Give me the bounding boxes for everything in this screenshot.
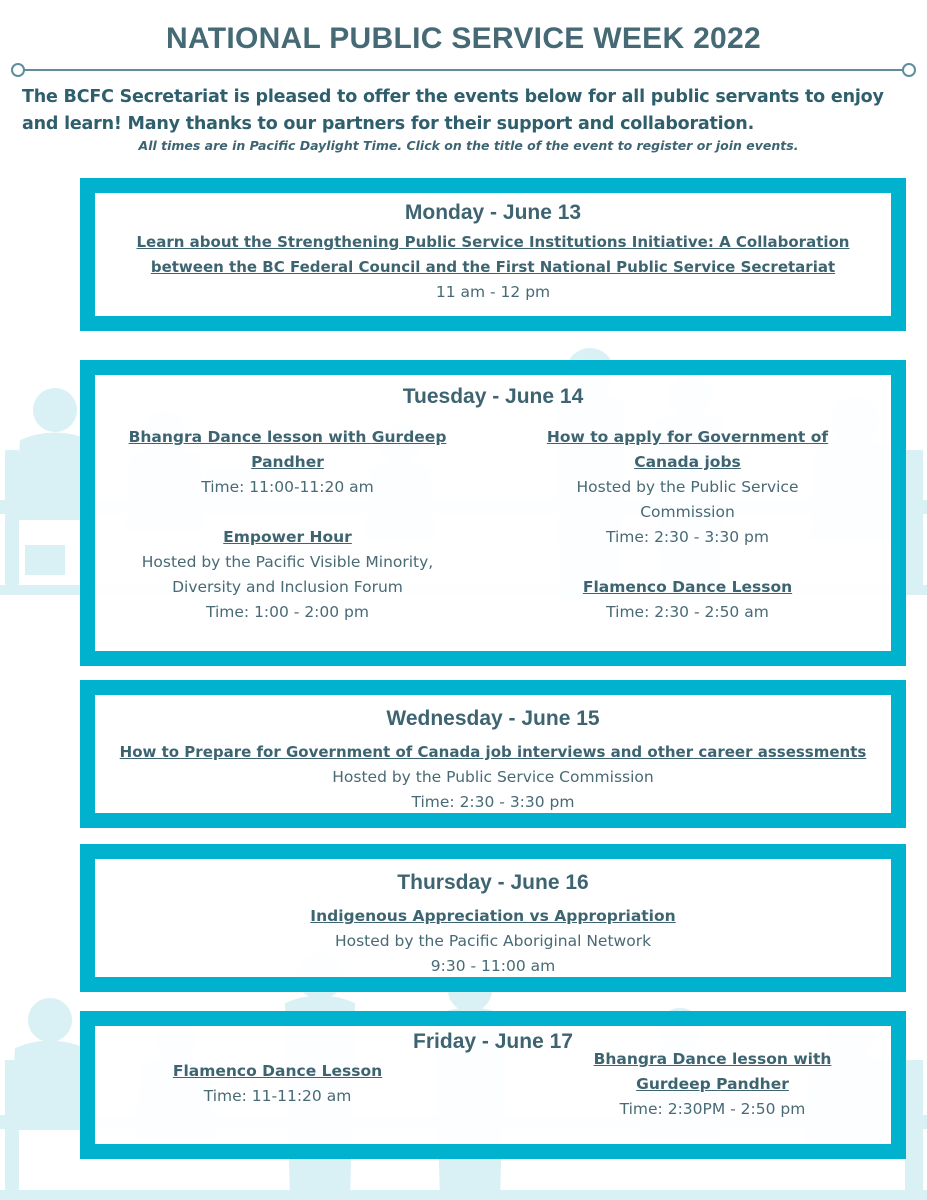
tuesday-section (80, 360, 906, 666)
thursday-event-link[interactable]: Indigenous Appreciation vs Appropriation (310, 907, 676, 925)
tuesday-flamenco-time: Time: 2:30 - 2:50 am (606, 603, 769, 621)
tuesday-empower-time: Time: 1:00 - 2:00 pm (205, 603, 369, 621)
title-divider (10, 60, 917, 80)
monday-event-link-line2[interactable]: between the BC Federal Council and the First National Public Service Secretariat (150, 258, 836, 276)
tuesday-bhangra-time: Time: 11:00-11:20 am (201, 478, 374, 496)
monday-event-link-line1[interactable]: Learn about the Strengthening Public Service Institutions Initiative: A Collaboration (136, 233, 850, 251)
thursday-section (80, 844, 906, 992)
tuesday-title: Tuesday - June 14 (402, 385, 584, 408)
thursday-event-host: Hosted by the Pacific Aboriginal Network (334, 932, 652, 950)
tuesday-gov-jobs-time: Time: 2:30 - 3:30 pm (605, 528, 769, 546)
friday-bhangra-link-line1[interactable]: Bhangra Dance lesson with (593, 1050, 832, 1068)
tuesday-empower-host-line1: Hosted by the Pacific Visible Minority, (141, 553, 434, 571)
tuesday-empower-host-line2: Diversity and Inclusion Forum (172, 578, 403, 596)
wednesday-event-link[interactable]: How to Prepare for Government of Canada job interviews and other career assessments (119, 743, 867, 761)
monday-event-time: 11 am - 12 pm (435, 283, 551, 301)
tuesday-bhangra-link-line2[interactable]: Pandher (251, 453, 324, 471)
friday-bhangra-time: Time: 2:30PM - 2:50 pm (619, 1100, 806, 1118)
wednesday-event-host: Hosted by the Public Service Commission (332, 768, 654, 786)
page-title: NATIONAL PUBLIC SERVICE WEEK 2022 (165, 22, 762, 55)
tuesday-gov-jobs-host-line1: Hosted by the Public Service (576, 478, 799, 496)
intro-text: The BCFC Secretariat is pleased to offer the events below for all public servants to enjoy and learn! Many thanks to our partners for their support and collaboration. (22, 87, 884, 134)
friday-flamenco-link[interactable]: Flamenco Dance Lesson (172, 1062, 383, 1080)
tuesday-gov-jobs-link-line2[interactable]: Canada jobs (634, 453, 741, 471)
thursday-title: Thursday - June 16 (397, 871, 589, 894)
tuesday-bhangra-link-line1[interactable]: Bhangra Dance lesson with Gurdeep (128, 428, 447, 446)
monday-section (80, 178, 906, 331)
friday-bhangra-link-line2[interactable]: Gurdeep Pandher (636, 1075, 789, 1093)
monday-title: Monday - June 13 (404, 201, 582, 224)
friday-title: Friday - June 17 (413, 1030, 573, 1053)
wednesday-section (80, 680, 906, 828)
wednesday-title: Wednesday - June 15 (386, 707, 600, 730)
tuesday-empower-link[interactable]: Empower Hour (223, 528, 352, 546)
tuesday-flamenco-link[interactable]: Flamenco Dance Lesson (582, 578, 793, 596)
tuesday-gov-jobs-link-line1[interactable]: How to apply for Government of (546, 428, 829, 446)
timezone-note: All times are in Pacific Daylight Time. Click on the title of the event to register or join events. (138, 138, 799, 153)
wednesday-event-time: Time: 2:30 - 3:30 pm (411, 793, 575, 811)
friday-flamenco-time: Time: 11-11:20 am (203, 1087, 352, 1105)
thursday-event-time: 9:30 - 11:00 am (430, 957, 556, 975)
tuesday-gov-jobs-host-line2: Commission (640, 503, 735, 521)
friday-section (80, 1011, 906, 1159)
